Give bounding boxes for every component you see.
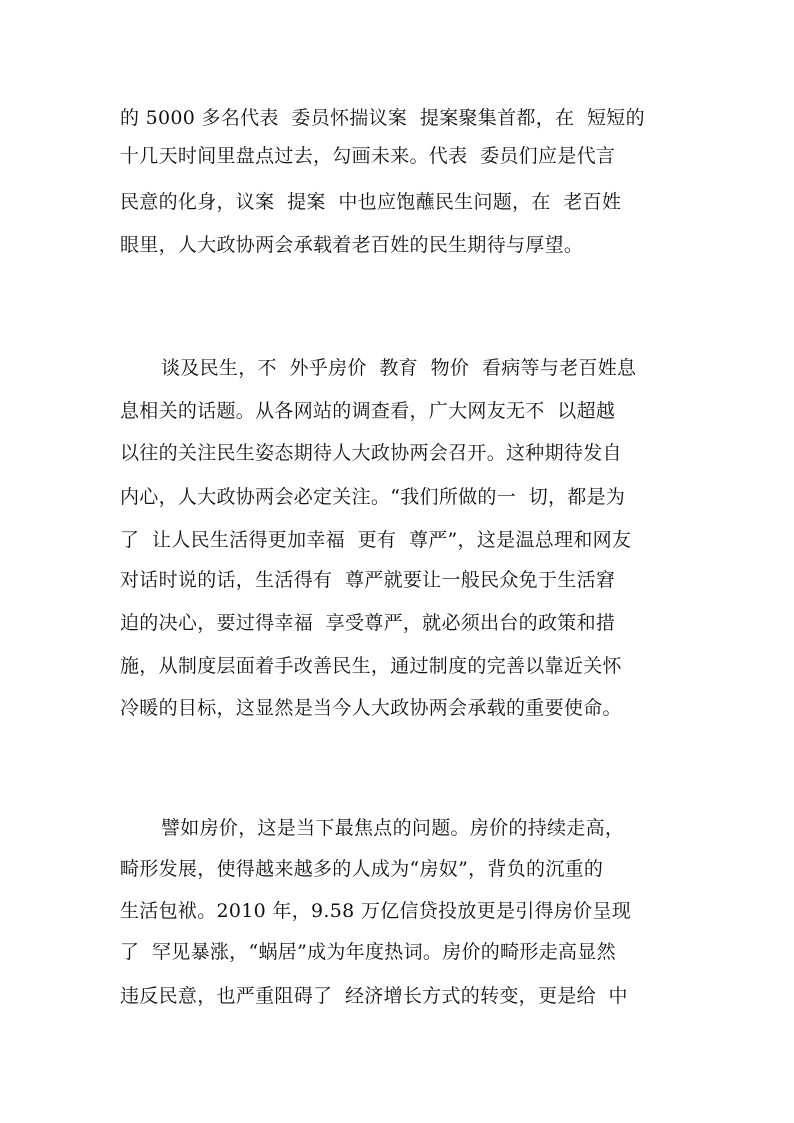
text-line: 生活包袱。2010 年，9.58 万亿信贷投放更是引得房价呈现: [120, 900, 632, 922]
text-line: 内心，人大政协两会必定关注。“我们所做的一 切，都是为: [120, 486, 626, 508]
text-line: 施，从制度层面着手改善民生，通过制度的完善以靠近关怀: [120, 655, 622, 677]
text-line: 迫的决心，要过得幸福 享受尊严，就必须出台的政策和措: [120, 612, 616, 634]
text-line: 畸形发展，使得越来越多的人成为“房奴”，背负的沉重的: [120, 858, 604, 880]
text-line: 了 罕见暴涨，“蜗居”成为年度热词。房价的畸形走高显然: [120, 941, 616, 963]
text-line: 以往的关注民生姿态期待人大政协两会召开。这种期待发自: [120, 442, 622, 464]
text-line: 谈及民生，不 外乎房价 教育 物价 看病等与老百姓息: [161, 357, 637, 379]
text-line: 了 让人民生活得更加幸福 更有 尊严”，这是温总理和网友: [120, 529, 632, 551]
text-line: 违反民意，也严重阻碍了 经济增长方式的转变，更是给 中: [120, 985, 628, 1007]
text-line: 对话时说的话，生活得有 尊严就要让一般民众免于生活窘: [120, 569, 616, 591]
text-line: 冷暖的目标，这显然是当今人大政协两会承载的重要使命。: [120, 697, 622, 719]
text-line: 十几天时间里盘点过去，勾画未来。代表 委员们应是代言: [120, 145, 616, 167]
text-line: 譬如房价，这是当下最焦点的问题。房价的持续走高，: [161, 817, 625, 839]
text-line: 的 5000 多名代表 委员怀揣议案 提案聚集首都，在 短短的: [120, 107, 645, 129]
text-line: 眼里，人大政协两会承载着老百姓的民生期待与厚望。: [120, 234, 584, 256]
text-line: 息相关的话题。从各网站的调查看，广大网友无不 以超越: [120, 400, 616, 422]
text-line: 民意的化身，议案 提案 中也应饱蘸民生问题，在 老百姓: [120, 191, 622, 213]
